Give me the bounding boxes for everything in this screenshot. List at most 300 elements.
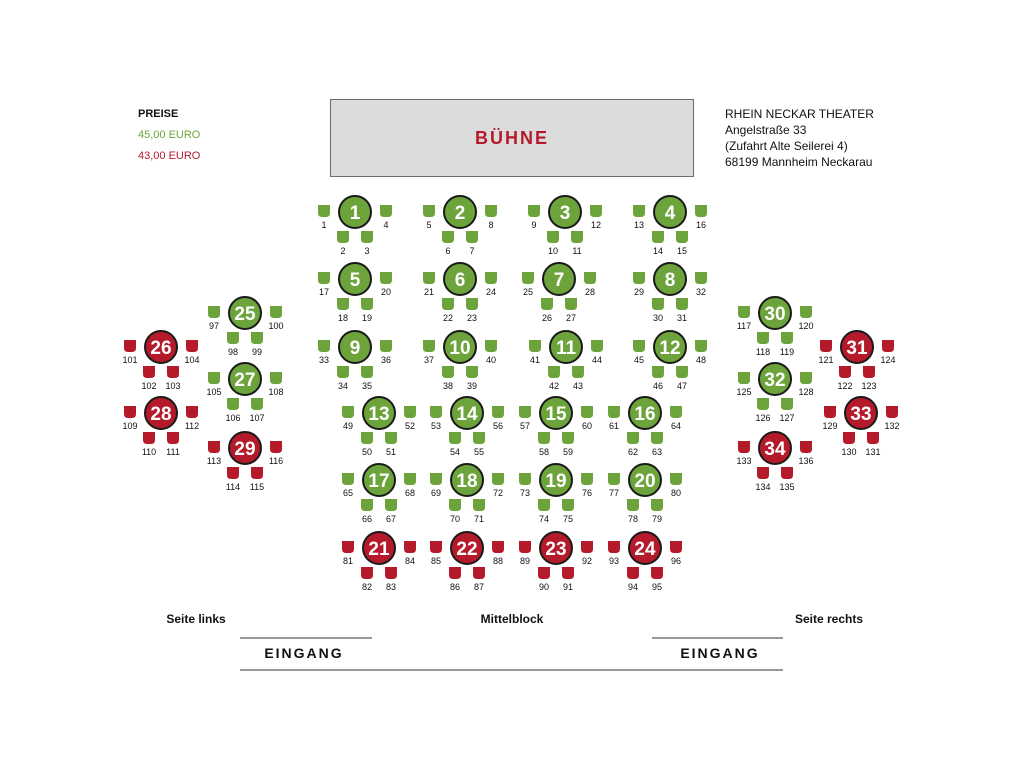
entrance-left: EINGANG xyxy=(264,645,344,661)
seat-label-110: 110 xyxy=(141,447,157,457)
seat-119[interactable] xyxy=(781,332,793,344)
seat-label-3: 3 xyxy=(364,246,370,256)
seat-112[interactable] xyxy=(186,406,198,418)
seat-label-5: 5 xyxy=(426,220,432,230)
seat-label-56: 56 xyxy=(492,421,504,431)
seat-44[interactable] xyxy=(591,340,603,352)
seat-label-64: 64 xyxy=(670,421,682,431)
seat-label-133: 133 xyxy=(736,456,752,466)
seat-100[interactable] xyxy=(270,306,282,318)
seat-21[interactable] xyxy=(423,272,435,284)
seat-125[interactable] xyxy=(738,372,750,384)
seat-label-33: 33 xyxy=(318,355,330,365)
seat-label-108: 108 xyxy=(268,387,284,397)
seat-79[interactable] xyxy=(651,499,663,511)
seat-4[interactable] xyxy=(380,205,392,217)
seat-120[interactable] xyxy=(800,306,812,318)
seat-label-129: 129 xyxy=(822,421,838,431)
table-number-31: 31 xyxy=(846,338,868,359)
section-label-right: Seite rechts xyxy=(794,612,864,626)
table-number-17: 17 xyxy=(368,471,390,492)
table-number-26: 26 xyxy=(150,338,172,359)
seat-108[interactable] xyxy=(270,372,282,384)
seat-label-109: 109 xyxy=(122,421,138,431)
seat-41[interactable] xyxy=(529,340,541,352)
seat-label-104: 104 xyxy=(184,355,200,365)
seat-label-29: 29 xyxy=(633,287,645,297)
seat-31[interactable] xyxy=(676,298,688,310)
table-number-18: 18 xyxy=(456,471,478,492)
seat-68[interactable] xyxy=(404,473,416,485)
seat-132[interactable] xyxy=(886,406,898,418)
table-number-7: 7 xyxy=(553,270,565,291)
table-number-30: 30 xyxy=(764,304,786,325)
seat-129[interactable] xyxy=(824,406,836,418)
seat-82[interactable] xyxy=(361,567,373,579)
seat-48[interactable] xyxy=(695,340,707,352)
seat-label-79: 79 xyxy=(651,514,663,524)
seat-15[interactable] xyxy=(676,231,688,243)
seat-97[interactable] xyxy=(208,306,220,318)
seat-label-75: 75 xyxy=(562,514,574,524)
seat-42[interactable] xyxy=(548,366,560,378)
seat-label-136: 136 xyxy=(798,456,814,466)
seat-label-125: 125 xyxy=(736,387,752,397)
seat-16[interactable] xyxy=(695,205,707,217)
seat-63[interactable] xyxy=(651,432,663,444)
seat-85[interactable] xyxy=(430,541,442,553)
seat-51[interactable] xyxy=(385,432,397,444)
seat-2[interactable] xyxy=(337,231,349,243)
seat-label-18: 18 xyxy=(337,313,349,323)
seat-61[interactable] xyxy=(608,406,620,418)
seat-107[interactable] xyxy=(251,398,263,410)
seat-130[interactable] xyxy=(843,432,855,444)
entrance-right: EINGANG xyxy=(680,645,760,661)
seat-label-11: 11 xyxy=(572,246,582,256)
seat-label-135: 135 xyxy=(779,482,795,492)
seat-label-60: 60 xyxy=(581,421,593,431)
table-number-10: 10 xyxy=(449,338,471,359)
seat-label-62: 62 xyxy=(627,447,639,457)
seat-77[interactable] xyxy=(608,473,620,485)
seat-19[interactable] xyxy=(361,298,373,310)
seat-102[interactable] xyxy=(143,366,155,378)
seat-label-45: 45 xyxy=(633,355,645,365)
seat-label-57: 57 xyxy=(519,421,531,431)
seat-label-69: 69 xyxy=(430,488,442,498)
table-number-21: 21 xyxy=(368,539,390,560)
seat-81[interactable] xyxy=(342,541,354,553)
seat-105[interactable] xyxy=(208,372,220,384)
seat-label-35: 35 xyxy=(361,381,373,391)
venue-city: 68199 Mannheim Neckarau xyxy=(725,155,873,169)
seat-label-107: 107 xyxy=(249,413,265,423)
seat-label-52: 52 xyxy=(404,421,416,431)
seat-87[interactable] xyxy=(473,567,485,579)
seat-25[interactable] xyxy=(522,272,534,284)
seat-73[interactable] xyxy=(519,473,531,485)
seat-110[interactable] xyxy=(143,432,155,444)
venue-street: Angelstraße 33 xyxy=(725,123,807,137)
seat-label-20: 20 xyxy=(380,287,392,297)
seat-13[interactable] xyxy=(633,205,645,217)
seat-115[interactable] xyxy=(251,467,263,479)
seat-14[interactable] xyxy=(652,231,664,243)
seat-label-49: 49 xyxy=(342,421,354,431)
table-number-20: 20 xyxy=(634,471,656,492)
table-number-27: 27 xyxy=(234,370,256,391)
seat-label-100: 100 xyxy=(268,321,284,331)
table-number-8: 8 xyxy=(664,270,676,291)
seat-101[interactable] xyxy=(124,340,136,352)
seat-98[interactable] xyxy=(227,332,239,344)
seat-label-25: 25 xyxy=(522,287,534,297)
seat-36[interactable] xyxy=(380,340,392,352)
seat-label-27: 27 xyxy=(565,313,577,323)
seat-80[interactable] xyxy=(670,473,682,485)
seat-91[interactable] xyxy=(562,567,574,579)
seat-56[interactable] xyxy=(492,406,504,418)
seat-117[interactable] xyxy=(738,306,750,318)
seat-136[interactable] xyxy=(800,441,812,453)
seat-113[interactable] xyxy=(208,441,220,453)
seat-label-24: 24 xyxy=(485,287,497,297)
seat-label-15: 15 xyxy=(676,246,688,256)
seat-64[interactable] xyxy=(670,406,682,418)
seat-label-40: 40 xyxy=(485,355,497,365)
seat-128[interactable] xyxy=(800,372,812,384)
seat-114[interactable] xyxy=(227,467,239,479)
seat-62[interactable] xyxy=(627,432,639,444)
seat-label-54: 54 xyxy=(449,447,461,457)
seat-label-86: 86 xyxy=(449,582,461,592)
table-number-6: 6 xyxy=(454,270,466,291)
seat-122[interactable] xyxy=(839,366,851,378)
seat-label-115: 115 xyxy=(249,482,265,492)
seat-label-53: 53 xyxy=(430,421,442,431)
seat-label-30: 30 xyxy=(652,313,664,323)
seat-55[interactable] xyxy=(473,432,485,444)
seat-label-23: 23 xyxy=(466,313,478,323)
seat-94[interactable] xyxy=(627,567,639,579)
seat-124[interactable] xyxy=(882,340,894,352)
seat-18[interactable] xyxy=(337,298,349,310)
legend-item-red: 43,00 EURO xyxy=(138,150,201,162)
seat-label-77: 77 xyxy=(608,488,620,498)
seat-29[interactable] xyxy=(633,272,645,284)
seat-label-105: 105 xyxy=(206,387,222,397)
seat-label-116: 116 xyxy=(268,456,284,466)
seat-label-113: 113 xyxy=(206,456,222,466)
seat-label-19: 19 xyxy=(361,313,373,323)
table-number-12: 12 xyxy=(659,338,681,359)
table-number-16: 16 xyxy=(634,404,656,425)
seat-label-93: 93 xyxy=(608,556,620,566)
seat-24[interactable] xyxy=(485,272,497,284)
seat-90[interactable] xyxy=(538,567,550,579)
seat-label-121: 121 xyxy=(818,355,834,365)
seat-label-42: 42 xyxy=(548,381,560,391)
section-label-middle: Mittelblock xyxy=(480,612,544,626)
venue-note: (Zufahrt Alte Seilerei 4) xyxy=(725,139,848,153)
seat-label-16: 16 xyxy=(695,220,707,230)
seat-label-84: 84 xyxy=(404,556,416,566)
seat-3[interactable] xyxy=(361,231,373,243)
seat-103[interactable] xyxy=(167,366,179,378)
table-number-3: 3 xyxy=(559,203,571,224)
seat-label-37: 37 xyxy=(423,355,435,365)
seat-label-32: 32 xyxy=(695,287,707,297)
table-number-22: 22 xyxy=(456,539,478,560)
seat-label-124: 124 xyxy=(880,355,896,365)
seat-39[interactable] xyxy=(466,366,478,378)
table-number-19: 19 xyxy=(545,471,567,492)
seat-label-98: 98 xyxy=(227,347,239,357)
seat-label-120: 120 xyxy=(798,321,814,331)
table-number-11: 11 xyxy=(555,338,577,359)
seat-label-43: 43 xyxy=(572,381,584,391)
seat-93[interactable] xyxy=(608,541,620,553)
seat-label-47: 47 xyxy=(676,381,688,391)
seat-72[interactable] xyxy=(492,473,504,485)
seat-111[interactable] xyxy=(167,432,179,444)
seat-92[interactable] xyxy=(581,541,593,553)
seat-17[interactable] xyxy=(318,272,330,284)
seat-28[interactable] xyxy=(584,272,596,284)
seat-label-130: 130 xyxy=(841,447,857,457)
seat-83[interactable] xyxy=(385,567,397,579)
seat-27[interactable] xyxy=(565,298,577,310)
seat-label-71: 71 xyxy=(473,514,485,524)
seat-126[interactable] xyxy=(757,398,769,410)
seat-40[interactable] xyxy=(485,340,497,352)
table-number-28: 28 xyxy=(150,404,172,425)
section-label-left: Seite links xyxy=(166,612,226,626)
seat-45[interactable] xyxy=(633,340,645,352)
seat-label-119: 119 xyxy=(779,347,795,357)
table-number-29: 29 xyxy=(234,439,256,460)
seat-74[interactable] xyxy=(538,499,550,511)
seat-86[interactable] xyxy=(449,567,461,579)
seat-38[interactable] xyxy=(442,366,454,378)
seat-label-59: 59 xyxy=(562,447,574,457)
seat-9[interactable] xyxy=(528,205,540,217)
table-number-32: 32 xyxy=(764,370,786,391)
seat-label-83: 83 xyxy=(385,582,397,592)
seat-label-14: 14 xyxy=(652,246,664,256)
seat-118[interactable] xyxy=(757,332,769,344)
seat-label-76: 76 xyxy=(581,488,593,498)
seat-label-2: 2 xyxy=(340,246,346,256)
table-number-14: 14 xyxy=(456,404,478,425)
seat-46[interactable] xyxy=(652,366,664,378)
seat-label-1: 1 xyxy=(321,220,327,230)
seat-34[interactable] xyxy=(337,366,349,378)
seat-59[interactable] xyxy=(562,432,574,444)
seat-70[interactable] xyxy=(449,499,461,511)
seat-label-41: 41 xyxy=(529,355,541,365)
seat-33[interactable] xyxy=(318,340,330,352)
seat-label-17: 17 xyxy=(318,287,330,297)
seat-11[interactable] xyxy=(571,231,583,243)
seat-label-85: 85 xyxy=(430,556,442,566)
seat-label-134: 134 xyxy=(755,482,771,492)
seat-label-63: 63 xyxy=(651,447,663,457)
seat-12[interactable] xyxy=(590,205,602,217)
seat-47[interactable] xyxy=(676,366,688,378)
table-number-4: 4 xyxy=(664,203,676,224)
seat-10[interactable] xyxy=(547,231,559,243)
seat-88[interactable] xyxy=(492,541,504,553)
seat-label-89: 89 xyxy=(519,556,531,566)
seat-52[interactable] xyxy=(404,406,416,418)
seat-133[interactable] xyxy=(738,441,750,453)
seat-135[interactable] xyxy=(781,467,793,479)
seat-label-39: 39 xyxy=(466,381,478,391)
seat-label-87: 87 xyxy=(473,582,485,592)
seat-label-68: 68 xyxy=(404,488,416,498)
seat-label-122: 122 xyxy=(837,381,853,391)
seat-106[interactable] xyxy=(227,398,239,410)
seat-label-88: 88 xyxy=(492,556,504,566)
seat-label-67: 67 xyxy=(385,514,397,524)
seat-label-28: 28 xyxy=(584,287,596,297)
seat-label-106: 106 xyxy=(225,413,241,423)
seat-30[interactable] xyxy=(652,298,664,310)
seat-label-26: 26 xyxy=(541,313,553,323)
seat-label-21: 21 xyxy=(423,287,435,297)
seat-label-102: 102 xyxy=(141,381,157,391)
seat-label-48: 48 xyxy=(695,355,707,365)
table-number-24: 24 xyxy=(634,539,656,560)
seat-121[interactable] xyxy=(820,340,832,352)
seat-67[interactable] xyxy=(385,499,397,511)
seat-label-117: 117 xyxy=(736,321,752,331)
table-number-2: 2 xyxy=(454,203,466,224)
seat-5[interactable] xyxy=(423,205,435,217)
legend-item-green: 45,00 EURO xyxy=(138,129,201,141)
seat-label-10: 10 xyxy=(547,246,559,256)
seat-label-36: 36 xyxy=(380,355,392,365)
seat-label-95: 95 xyxy=(651,582,663,592)
seat-50[interactable] xyxy=(361,432,373,444)
seat-65[interactable] xyxy=(342,473,354,485)
seat-label-131: 131 xyxy=(865,447,881,457)
seat-116[interactable] xyxy=(270,441,282,453)
seat-66[interactable] xyxy=(361,499,373,511)
table-number-23: 23 xyxy=(545,539,567,560)
table-number-15: 15 xyxy=(545,404,567,425)
table-number-33: 33 xyxy=(850,404,872,425)
seat-label-99: 99 xyxy=(251,347,263,357)
seat-label-92: 92 xyxy=(581,556,593,566)
seat-label-91: 91 xyxy=(562,582,574,592)
seat-75[interactable] xyxy=(562,499,574,511)
table-number-5: 5 xyxy=(349,270,361,291)
seat-84[interactable] xyxy=(404,541,416,553)
seat-69[interactable] xyxy=(430,473,442,485)
seat-99[interactable] xyxy=(251,332,263,344)
seat-43[interactable] xyxy=(572,366,584,378)
seat-37[interactable] xyxy=(423,340,435,352)
seat-20[interactable] xyxy=(380,272,392,284)
seat-127[interactable] xyxy=(781,398,793,410)
seat-label-22: 22 xyxy=(442,313,454,323)
seat-35[interactable] xyxy=(361,366,373,378)
seat-104[interactable] xyxy=(186,340,198,352)
seat-49[interactable] xyxy=(342,406,354,418)
table-number-9: 9 xyxy=(349,338,361,359)
seat-label-82: 82 xyxy=(361,582,373,592)
seat-label-97: 97 xyxy=(208,321,220,331)
seat-26[interactable] xyxy=(541,298,553,310)
seat-label-80: 80 xyxy=(670,488,682,498)
table-number-13: 13 xyxy=(368,404,390,425)
seat-57[interactable] xyxy=(519,406,531,418)
seat-71[interactable] xyxy=(473,499,485,511)
seat-131[interactable] xyxy=(867,432,879,444)
seat-label-90: 90 xyxy=(538,582,550,592)
seat-78[interactable] xyxy=(627,499,639,511)
seat-label-58: 58 xyxy=(538,447,550,457)
seat-label-6: 6 xyxy=(445,246,451,256)
seat-label-118: 118 xyxy=(755,347,771,357)
seat-76[interactable] xyxy=(581,473,593,485)
seat-label-126: 126 xyxy=(755,413,771,423)
seat-58[interactable] xyxy=(538,432,550,444)
seat-label-103: 103 xyxy=(165,381,181,391)
seat-label-65: 65 xyxy=(342,488,354,498)
seat-label-111: 111 xyxy=(166,447,180,457)
seat-label-81: 81 xyxy=(342,556,354,566)
seat-6[interactable] xyxy=(442,231,454,243)
seat-label-51: 51 xyxy=(385,447,397,457)
table-number-25: 25 xyxy=(234,304,256,325)
seat-23[interactable] xyxy=(466,298,478,310)
seat-1[interactable] xyxy=(318,205,330,217)
seat-7[interactable] xyxy=(466,231,478,243)
seat-60[interactable] xyxy=(581,406,593,418)
seat-123[interactable] xyxy=(863,366,875,378)
seat-53[interactable] xyxy=(430,406,442,418)
seat-22[interactable] xyxy=(442,298,454,310)
seat-54[interactable] xyxy=(449,432,461,444)
seat-label-112: 112 xyxy=(184,421,200,431)
seat-96[interactable] xyxy=(670,541,682,553)
seat-8[interactable] xyxy=(485,205,497,217)
seat-label-101: 101 xyxy=(122,355,138,365)
seat-label-9: 9 xyxy=(531,220,537,230)
table-number-1: 1 xyxy=(349,203,361,224)
legend-title: PREISE xyxy=(138,108,179,120)
seat-32[interactable] xyxy=(695,272,707,284)
seat-label-61: 61 xyxy=(608,421,620,431)
seat-label-78: 78 xyxy=(627,514,639,524)
seat-label-13: 13 xyxy=(633,220,645,230)
seat-95[interactable] xyxy=(651,567,663,579)
seat-label-46: 46 xyxy=(652,381,664,391)
seat-109[interactable] xyxy=(124,406,136,418)
seat-label-8: 8 xyxy=(488,220,494,230)
seat-label-74: 74 xyxy=(538,514,550,524)
seat-label-132: 132 xyxy=(884,421,900,431)
seat-label-123: 123 xyxy=(861,381,877,391)
seat-89[interactable] xyxy=(519,541,531,553)
seat-label-114: 114 xyxy=(225,482,241,492)
seat-label-96: 96 xyxy=(670,556,682,566)
seat-134[interactable] xyxy=(757,467,769,479)
